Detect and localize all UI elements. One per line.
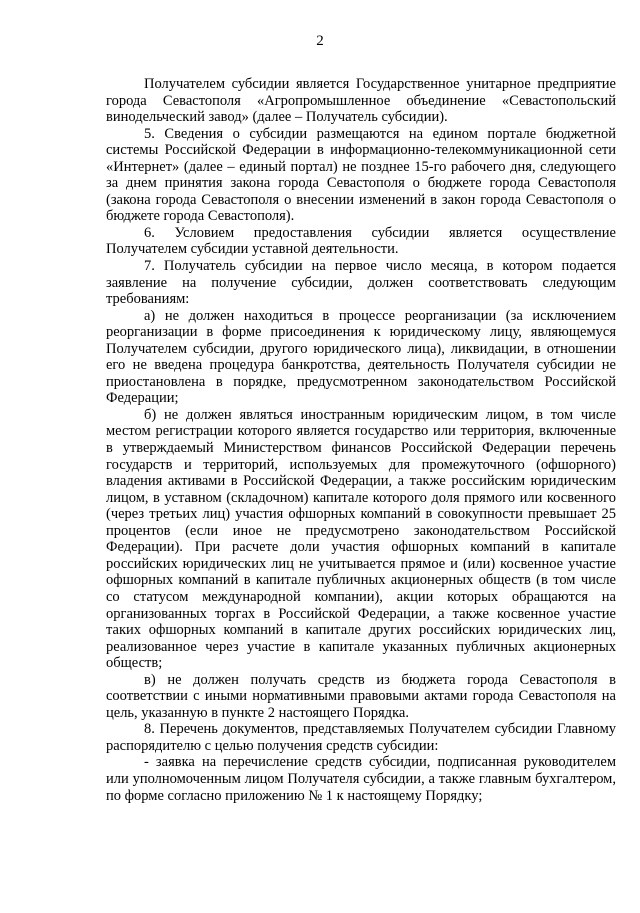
document-body	[106, 76, 616, 804]
paragraph-recipient: Получателем субсидии является Государственное унитарное предприятие города Севастополя «Агропромышленное объединение «Севастопольский винодельческий завод» (далее – Получатель субсидии).	[106, 76, 616, 126]
paragraph-7c: в) не должен получать средств из бюджета города Севастополя в соответствии с иными нормативными правовыми актами города Севастополя на цель, указанную в пункте 2 настоящего Порядка.	[106, 671, 616, 721]
paragraph-7a: а) не должен находиться в процессе реорганизации (за исключением реорганизации в форме присоединения к юридическому лицу, являющемуся Получателем субсидии, другого юридического лица), ликвидации, в отношении его не введена процедура банкротства, деятельность Получателя субсидии не приостановлена в порядке, предусмотренном законодательством Российской Федерации;	[106, 307, 616, 407]
paragraph-5: 5. Сведения о субсидии размещаются на едином портале бюджетной системы Российской Федерации в информационно-телекоммуникационной сети «Интернет» (далее – единый портал) не позднее 15-го рабочего дня, следующего за днем принятия закона города Севастополя о бюджете города Севастополя (закона города Севастополя о внесении изменений в закон города Севастополя о бюджете города Севастополя).	[106, 125, 616, 225]
page-number: 2	[316, 33, 324, 49]
paragraph-8-item: - заявка на перечисление средств субсидии, подписанная руководителем или уполномоченным лицом Получателя субсидии, а также главным бухгалтером, по форме согласно приложению № 1 к настоящему Порядку;	[106, 754, 616, 804]
paragraph-7b: б) не должен являться иностранным юридическим лицом, в том числе местом регистрации которого является государство или территория, включенные в утверждаемый Министерством финансов Российской Федерации перечень государств и территорий, используемых для промежуточного (офшорного) владения активами в Российской Федерации, а также российским юридическим лицом, в уставном (складочном) капитале которого доля прямого или косвенного (через третьих лиц) участия офшорных компаний в совокупности превышает 25 процентов (если иное не предусмотрено законодательством Российской Федерации). При расчете доли участия офшорных компаний в капитале российских юридических лиц не учитывается прямое и (или) косвенное участие офшорных компаний в капитале публичных акционерных обществ (в том числе со статусом международной компании), акции которых обращаются на организованных торгах в Российской Федерации, а также косвенное участие таких офшорных компаний в капитале других российских юридических лиц, реализованное через участие в капитале указанных публичных акционерных обществ;	[106, 406, 616, 672]
paragraph-6: 6. Условием предоставления субсидии является осуществление Получателем субсидии уставной деятельности.	[106, 224, 616, 258]
paragraph-7: 7. Получатель субсидии на первое число месяца, в котором подается заявление на получение субсидии, должен соответствовать следующим требованиям:	[106, 258, 616, 308]
paragraph-8: 8. Перечень документов, представляемых Получателем субсидии Главному распорядителю с целью получения средств субсидии:	[106, 721, 616, 754]
